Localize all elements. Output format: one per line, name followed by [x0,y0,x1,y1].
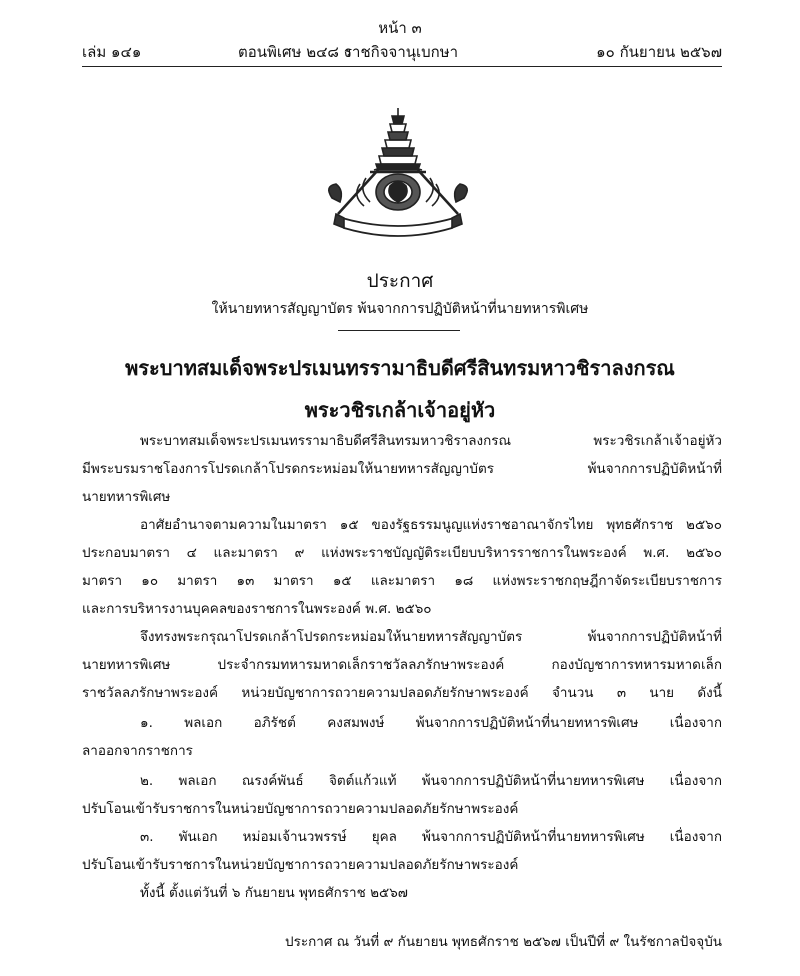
publication-date: ๑๐ กันยายน ๒๕๖๗ [596,43,722,61]
body-line: ประกอบมาตรา ๔ และมาตรา ๙ แห่งพระราชบัญญัติระเบียบบริหารราชการในพระองค์ พ.ศ. ๒๕๖๐ [82,545,722,561]
gazette-header [82,40,722,64]
king-title-line-1: พระบาทสมเด็จพระปรเมนทรรามาธิบดีศรีสินทรมหาวชิราลงกรณ [125,356,675,380]
title-divider [338,330,460,331]
body-line: และการบริหารงานบุคคลของราชการในพระองค์ พ.ศ. ๒๕๖๐ [82,601,432,617]
body-line: ราชวัลลภรักษาพระองค์ หน่วยบัญชาการถวายความปลอดภัยรักษาพระองค์ จำนวน ๓ นาย ดังนี้ [82,685,722,701]
body-line: พระบาทสมเด็จพระปรเมนทรรามาธิบดีศรีสินทรมหาวชิราลงกรณ พระวชิรเกล้าเจ้าอยู่หัว [140,433,722,449]
effective-date: ทั้งนี้ ตั้งแต่วันที่ ๖ กันยายน พุทธศักราช ๒๕๖๗ [140,885,408,901]
list-item: ๒. พลเอก ณรงค์พันธ์ จิตต์แก้วแท้ พ้นจากการปฏิบัติหน้าที่นายทหารพิเศษ เนื่องจาก [140,773,722,789]
royal-cypher-emblem-icon [318,106,478,240]
list-item-continuation: ลาออกจากราชการ [82,743,193,759]
body-line: นายทหารพิเศษ ประจำกรมทหารมหาดเล็กราชวัลลภรักษาพระองค์ กองบัญชาการทหารมหาดเล็ก [82,657,722,673]
list-item: ๓. พันเอก หม่อมเจ้านวพรรษ์ ยุคล พ้นจากการปฏิบัติหน้าที่นายทหารพิเศษ เนื่องจาก [140,829,722,845]
announcement-subtitle: ให้นายทหารสัญญาบัตร พ้นจากการปฏิบัติหน้าที่นายทหารพิเศษ [211,301,589,317]
body-line: มาตรา ๑๐ มาตรา ๑๓ มาตรา ๑๕ และมาตรา ๑๘ แห่งพระราชกฤษฎีกาจัดระเบียบราชการ [82,573,722,589]
announcement-closing-date: ประกาศ ณ วันที่ ๙ กันยายน พุทธศักราช ๒๕๖๗ เป็นปีที่ ๙ ในรัชกาลปัจจุบัน [285,934,722,950]
announcement-title: ประกาศ [366,270,434,292]
body-line: จึงทรงพระกรุณาโปรดเกล้าโปรดกระหม่อมให้นายทหารสัญญาบัตร พ้นจากการปฏิบัติหน้าที่ [140,629,722,645]
header-divider [82,66,722,67]
king-title-line-2: พระวชิรเกล้าเจ้าอยู่หัว [304,398,496,422]
list-item-continuation: ปรับโอนเข้ารับราชการในหน่วยบัญชาการถวายความปลอดภัยรักษาพระองค์ [82,857,519,873]
page-number: หน้า ๓ [378,19,422,37]
volume-number: เล่ม ๑๔๑ [82,43,142,61]
issue-number: ตอนพิเศษ ๒๔๘ ง [238,43,352,61]
body-line: อาศัยอำนาจตามความในมาตรา ๑๕ ของรัฐธรรมนูญแห่งราชอาณาจักรไทย พุทธศักราช ๒๕๖๐ [140,517,722,533]
gazette-name: ราชกิจจานุเบกษา [344,43,459,61]
body-line: มีพระบรมราชโองการโปรดเกล้าโปรดกระหม่อมให้นายทหารสัญญาบัตร พ้นจากการปฏิบัติหน้าที่ [82,461,722,477]
list-item: ๑. พลเอก อภิรัชต์ คงสมพงษ์ พ้นจากการปฏิบัติหน้าที่นายทหารพิเศษ เนื่องจาก [140,715,722,731]
list-item-continuation: ปรับโอนเข้ารับราชการในหน่วยบัญชาการถวายความปลอดภัยรักษาพระองค์ [82,801,519,817]
body-line: นายทหารพิเศษ [82,489,171,505]
